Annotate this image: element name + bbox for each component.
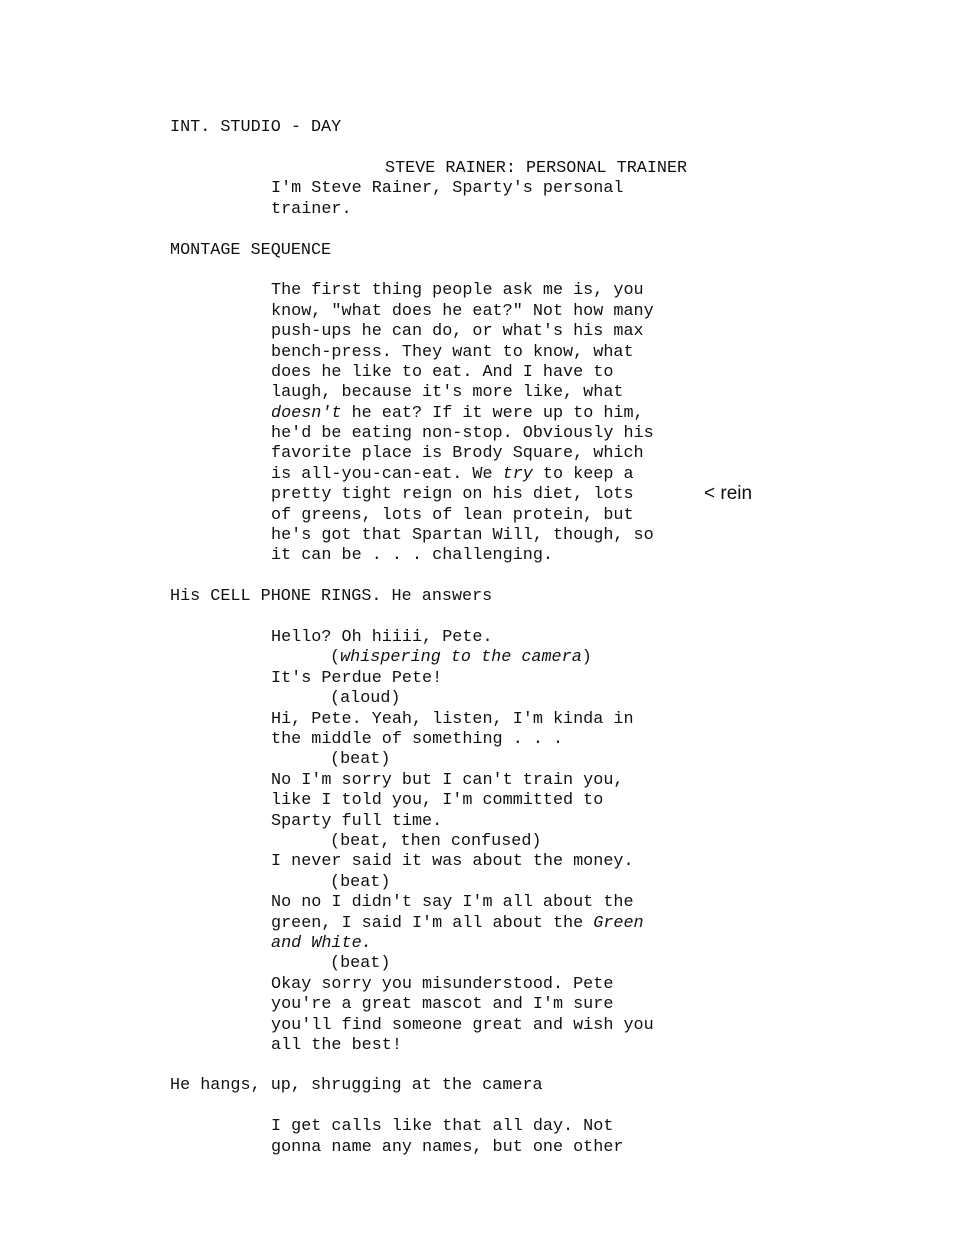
dialogue-line: of greens, lots of lean protein, but bbox=[271, 506, 634, 525]
character-name: STEVE RAINER: PERSONAL TRAINER bbox=[385, 159, 688, 178]
dialogue-line: favorite place is Brody Square, which bbox=[271, 444, 644, 463]
parenthetical: (beat) bbox=[330, 873, 391, 892]
parenthetical: (beat) bbox=[330, 954, 391, 973]
dialogue-line: the middle of something . . . bbox=[271, 730, 564, 749]
dialogue-line: gonna name any names, but one other bbox=[271, 1138, 624, 1157]
dialogue-line bbox=[271, 465, 634, 485]
dialogue-line: pretty tight reign on his diet, lots bbox=[271, 485, 634, 504]
parenthetical: (aloud) bbox=[330, 689, 401, 708]
dialogue-line: I never said it was about the money. bbox=[271, 852, 634, 871]
dialogue-line: push-ups he can do, or what's his max bbox=[271, 322, 644, 341]
dialogue-line: I'm Steve Rainer, Sparty's personal bbox=[271, 179, 624, 198]
dialogue-line: Sparty full time. bbox=[271, 812, 443, 831]
dialogue-line: bench-press. They want to know, what bbox=[271, 343, 634, 362]
action-line: He hangs, up, shrugging at the camera bbox=[170, 1076, 543, 1095]
line-text: green, I said I'm all about the bbox=[271, 914, 594, 933]
dialogue-line: It's Perdue Pete! bbox=[271, 669, 443, 688]
margin-note: < rein bbox=[704, 483, 753, 504]
dialogue-line bbox=[271, 404, 644, 424]
dialogue-line: you'll find someone great and wish you bbox=[271, 1016, 654, 1035]
montage-heading: MONTAGE SEQUENCE bbox=[170, 241, 332, 260]
dialogue-line: No I'm sorry but I can't train you, bbox=[271, 771, 624, 790]
paren-open: ( bbox=[330, 648, 341, 667]
dialogue-line: Okay sorry you misunderstood. Pete bbox=[271, 975, 614, 994]
line-text: to keep a bbox=[532, 465, 634, 484]
dialogue-line: it can be . . . challenging. bbox=[271, 546, 553, 565]
emphasis-text: doesn't bbox=[271, 404, 342, 423]
emphasis-text: Green bbox=[593, 914, 644, 933]
dialogue-line: he'd be eating non-stop. Obviously his bbox=[271, 424, 654, 443]
dialogue-line: like I told you, I'm committed to bbox=[271, 791, 604, 810]
dialogue-line: know, "what does he eat?" Not how many bbox=[271, 302, 654, 321]
dialogue-line: The first thing people ask me is, you bbox=[271, 281, 644, 300]
action-line: His CELL PHONE RINGS. He answers bbox=[170, 587, 493, 606]
dialogue-line: Hi, Pete. Yeah, listen, I'm kinda in bbox=[271, 710, 634, 729]
line-text: is all-you-can-eat. We bbox=[271, 465, 503, 484]
dialogue-line: you're a great mascot and I'm sure bbox=[271, 995, 614, 1014]
dialogue-line: trainer. bbox=[271, 200, 352, 219]
dialogue-line: I get calls like that all day. Not bbox=[271, 1117, 614, 1136]
dialogue-line bbox=[271, 914, 644, 934]
dialogue-line: he's got that Spartan Will, though, so bbox=[271, 526, 654, 545]
dialogue-line: Hello? Oh hiiii, Pete. bbox=[271, 628, 493, 647]
dialogue-line bbox=[271, 934, 372, 954]
dialogue-line: laugh, because it's more like, what bbox=[271, 383, 624, 402]
line-text: he eat? If it were up to him, bbox=[341, 404, 644, 423]
emphasis-text: try bbox=[502, 465, 533, 484]
parenthetical: (beat) bbox=[330, 750, 391, 769]
paren-close: ) bbox=[581, 648, 592, 667]
emphasis-text: and White. bbox=[271, 934, 372, 953]
dialogue-line: No no I didn't say I'm all about the bbox=[271, 893, 634, 912]
scene-heading: INT. STUDIO - DAY bbox=[170, 118, 342, 137]
parenthetical bbox=[330, 648, 592, 668]
emphasis-text: whispering to the camera bbox=[340, 648, 582, 667]
parenthetical: (beat, then confused) bbox=[330, 832, 542, 851]
dialogue-line: does he like to eat. And I have to bbox=[271, 363, 614, 382]
dialogue-line: all the best! bbox=[271, 1036, 402, 1055]
